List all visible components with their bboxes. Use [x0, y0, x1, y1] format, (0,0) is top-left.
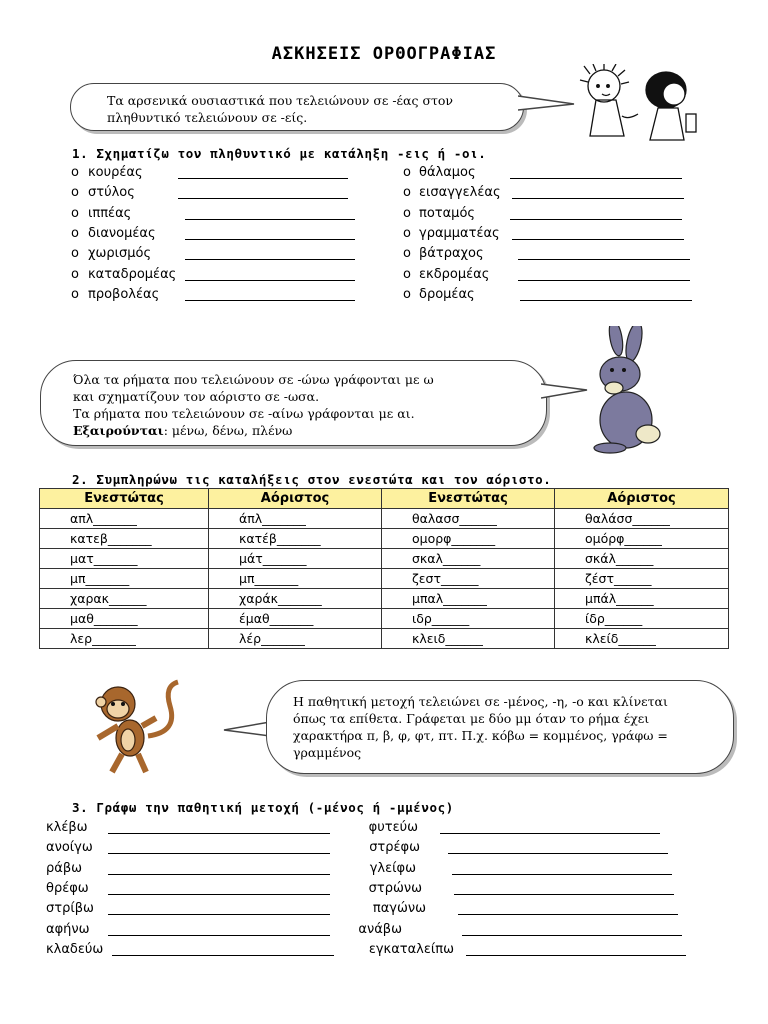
answer-blank[interactable] [448, 853, 668, 854]
rule-bubble-2 [40, 360, 547, 446]
bullet: o [403, 286, 411, 302]
bullet: o [403, 205, 411, 221]
exercise-3-verb: κλαδεύω [46, 941, 104, 957]
bullet: o [71, 266, 79, 282]
answer-blank[interactable] [454, 894, 674, 895]
bullet: o [71, 286, 79, 302]
verb-stem-cell[interactable]: λερ_______ [40, 629, 209, 649]
rule-bubble-1 [70, 83, 524, 131]
verb-stem-cell[interactable]: μάτ_______ [209, 549, 382, 569]
column-header-present: Ενεστώτας [40, 489, 209, 509]
exercise-1-word: κουρέας [88, 165, 143, 180]
exercise-1-heading: 1. Σχηματίζω τον πληθυντικό με κατάληξη -εις ή -οι. [72, 146, 487, 161]
answer-blank[interactable] [452, 874, 672, 875]
exercise-1-word: προβολέας [88, 286, 160, 302]
answer-blank[interactable] [462, 935, 682, 936]
rule-bubble-2-line-3: Τα ρήματα που τελειώνουν σε -αίνω γράφονται με αι. [73, 406, 415, 421]
rule-bubble-2-line-2: και σχηματίζουν τον αόριστο σε -ωσα. [73, 389, 320, 404]
answer-blank[interactable] [512, 198, 684, 199]
verb-stem-cell[interactable]: άπλ_______ [209, 509, 382, 529]
rule-bubble-3-line-3: χαρακτήρα π, β, φ, φτ, πτ. Π.χ. κόβω = κομμένος, γράφω = [293, 728, 668, 743]
verb-stem-cell[interactable]: χαρακ______ [40, 589, 209, 609]
answer-blank[interactable] [178, 198, 348, 199]
rule-bubble-3 [266, 680, 734, 774]
cartoon-girls-illustration [566, 64, 716, 148]
verb-stem-cell[interactable]: κλειδ______ [382, 629, 555, 649]
rule-bubble-2-line-1: Όλα τα ρήματα που τελειώνουν σε -ώνω γράφονται με ω [73, 372, 434, 387]
column-header-aorist: Αόριστος [209, 489, 382, 509]
bullet: o [71, 185, 79, 201]
monkey-illustration [88, 676, 188, 776]
rule-bubble-3-line-1: Η παθητική μετοχή τελειώνει σε -μένος, -η, -ο και κλίνεται [293, 694, 668, 709]
exercise-1-word: ιππέας [88, 205, 132, 221]
verb-stem-cell[interactable]: έμαθ_______ [209, 609, 382, 629]
bullet: o [71, 165, 79, 180]
answer-blank[interactable] [458, 914, 678, 915]
exercise-1-word: γραμματέας [419, 225, 500, 241]
exercise-2-heading: 2. Συμπληρώνω τις καταλήξεις στον ενεστώτα και τον αόριστο. [72, 472, 552, 487]
exercise-1-word: εκδρομέας [419, 266, 490, 282]
exercise-1-word: θάλαμος [419, 165, 476, 180]
exercise-1-word: βάτραχος [419, 246, 484, 262]
exercise-3-verb: θρέφω [46, 880, 89, 896]
exercise-3-heading: 3. Γράφω την παθητική μετοχή (-μένος ή -μμένος) [72, 800, 454, 815]
exercise-1-word: ποταμός [419, 205, 476, 221]
answer-blank[interactable] [440, 833, 660, 834]
verb-stem-cell[interactable]: λέρ_______ [209, 629, 382, 649]
rabbit-illustration [576, 326, 666, 456]
verb-stem-cell[interactable]: θαλασσ______ [382, 509, 555, 529]
answer-blank[interactable] [185, 300, 355, 301]
verb-stem-cell[interactable]: θαλάσσ______ [555, 509, 729, 529]
exercise-3-verb: παγώνω [372, 901, 426, 917]
verb-stem-cell[interactable]: μαθ_______ [40, 609, 209, 629]
answer-blank[interactable] [510, 219, 682, 220]
exercise-3-verb: ράβω [46, 860, 83, 876]
table-row [40, 569, 729, 589]
verb-stem-cell[interactable]: ομόρφ______ [555, 529, 729, 549]
column-header-aorist: Αόριστος [555, 489, 729, 509]
column-header-present: Ενεστώτας [382, 489, 555, 509]
verb-stem-cell[interactable]: σκαλ______ [382, 549, 555, 569]
exercise-3-verb: αφήνω [46, 921, 90, 937]
verb-conjugation-table [39, 488, 729, 649]
verb-stem-cell[interactable]: μπ_______ [40, 569, 209, 589]
rule-bubble-1-line-2: πληθυντικό τελειώνουν σε -είς. [107, 110, 308, 125]
answer-blank[interactable] [108, 874, 330, 875]
answer-blank[interactable] [108, 914, 330, 915]
exercise-1-word: χωρισμός [88, 246, 152, 262]
rule-bubble-3-line-2: όπως τα επίθετα. Γράφεται με δύο μμ όταν το ρήμα έχει [293, 711, 650, 726]
table-row [40, 629, 729, 649]
verb-stem-cell[interactable]: ιδρ______ [382, 609, 555, 629]
exercise-3-verb: εγκαταλείπω [368, 941, 454, 957]
exercise-3-verb: φυτεύω [368, 820, 418, 835]
exercise-1-word: εισαγγελέας [419, 185, 501, 201]
verb-stem-cell[interactable]: μπάλ______ [555, 589, 729, 609]
bullet: o [71, 225, 79, 241]
verb-stem-cell[interactable]: μπαλ_______ [382, 589, 555, 609]
answer-blank[interactable] [185, 239, 355, 240]
answer-blank[interactable] [185, 259, 355, 260]
table-row [40, 549, 729, 569]
answer-blank[interactable] [108, 935, 330, 936]
exercise-1-word: διανομέας [88, 225, 156, 241]
verb-stem-cell[interactable]: κατεβ_______ [40, 529, 209, 549]
verb-stem-cell[interactable]: ματ_______ [40, 549, 209, 569]
bullet: o [403, 246, 411, 262]
exercise-1-word: δρομέας [419, 286, 475, 302]
bullet: o [71, 246, 79, 262]
page-title: ΑΣΚΗΣΕΙΣ ΟΡΘΟΓΡΑΦΙΑΣ [271, 44, 497, 64]
verb-stem-cell[interactable]: ίδρ______ [555, 609, 729, 629]
bullet: o [71, 205, 79, 221]
answer-blank[interactable] [185, 280, 355, 281]
exercise-3-verb: στρίβω [46, 901, 94, 917]
answer-blank[interactable] [185, 219, 355, 220]
verb-stem-cell[interactable]: κατέβ_______ [209, 529, 382, 549]
exercise-3-verb: γλείφω [369, 860, 416, 876]
verb-stem-cell[interactable]: κλείδ______ [555, 629, 729, 649]
exercise-3-verb: ανοίγω [46, 840, 93, 856]
rule-bubble-3-line-4: γραμμένος [293, 745, 362, 760]
answer-blank[interactable] [520, 300, 692, 301]
rule-bubble-1-line-1: Τα αρσενικά ουσιαστικά που τελειώνουν σε -έας στον [107, 93, 454, 108]
answer-blank[interactable] [108, 833, 330, 834]
verb-stem-cell[interactable]: χαράκ_______ [209, 589, 382, 609]
answer-blank[interactable] [518, 280, 690, 281]
table-row [40, 589, 729, 609]
answer-blank[interactable] [108, 853, 330, 854]
exercise-1-word: καταδρομέας [88, 266, 177, 282]
table-header-row [40, 489, 729, 509]
table-row [40, 509, 729, 529]
verb-stem-cell[interactable]: μπ_______ [209, 569, 382, 589]
bullet: o [403, 266, 411, 282]
exercise-3-verb: ανάβω [358, 921, 402, 937]
table-row [40, 609, 729, 629]
bullet: o [403, 165, 411, 180]
answer-blank[interactable] [510, 178, 682, 179]
exercise-3-verb: κλέβω [46, 820, 88, 835]
rule-bubble-2-exception-label: Εξαιρούνται [73, 423, 164, 438]
bullet: o [403, 225, 411, 241]
exercise-3-verb: στρέφω [369, 840, 420, 856]
exercise-3-verb: στρώνω [368, 880, 422, 896]
verb-stem-cell[interactable]: ζεστ______ [382, 569, 555, 589]
answer-blank[interactable] [512, 239, 684, 240]
answer-blank[interactable] [518, 259, 690, 260]
verb-stem-cell[interactable]: ομορφ_______ [382, 529, 555, 549]
verb-stem-cell[interactable]: απλ_______ [40, 509, 209, 529]
answer-blank[interactable] [466, 955, 686, 956]
exercise-1-word: στύλος [88, 185, 135, 201]
speech-tail-3 [222, 718, 272, 742]
verb-stem-cell[interactable]: ζέστ______ [555, 569, 729, 589]
rule-bubble-2-exception-text: : μένω, δένω, πλένω [163, 423, 293, 438]
table-row [40, 529, 729, 549]
answer-blank[interactable] [108, 894, 330, 895]
bullet: o [403, 185, 411, 201]
verb-stem-cell[interactable]: σκάλ______ [555, 549, 729, 569]
answer-blank[interactable] [178, 178, 348, 179]
